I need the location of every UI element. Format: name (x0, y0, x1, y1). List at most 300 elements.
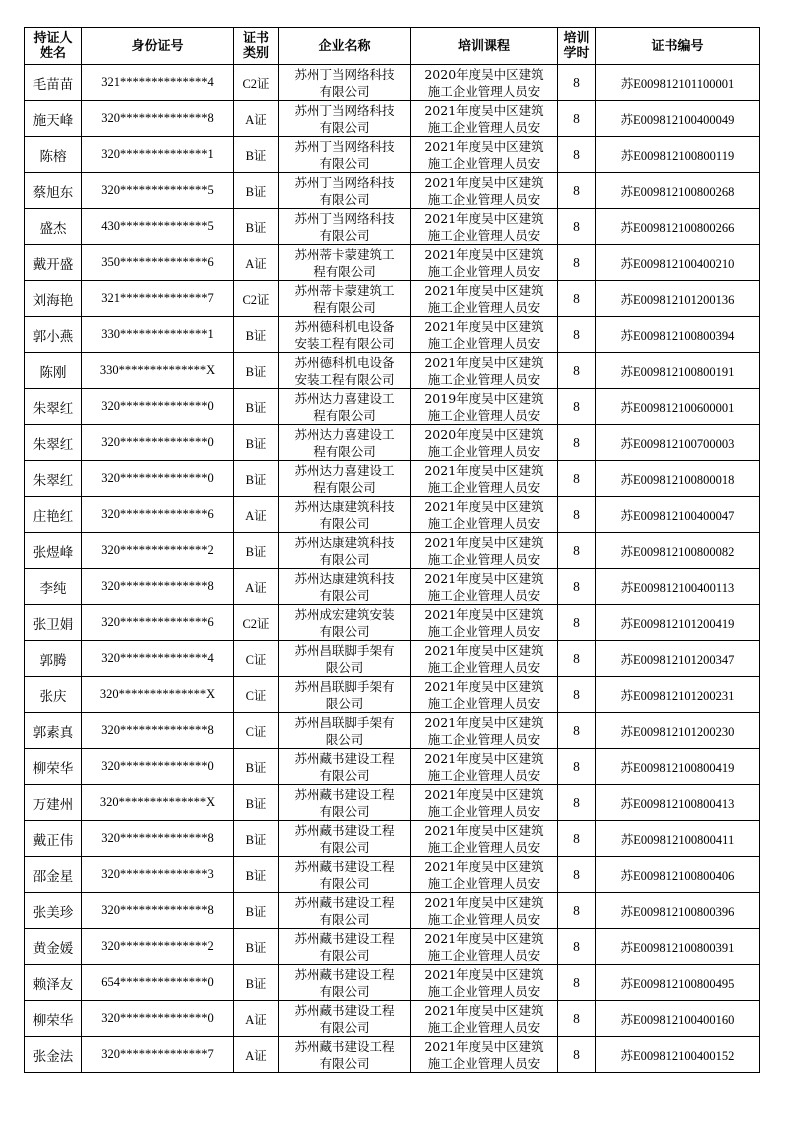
id-number: 320**************0 (82, 389, 234, 425)
training-course-line2: 施工企业管理人员安 (427, 335, 541, 351)
company-name (279, 965, 411, 1001)
training-course-line2: 施工企业管理人员安 (427, 407, 541, 423)
company-name (279, 101, 411, 137)
cert-number: 苏E009812100400049 (596, 101, 760, 137)
header-company: 企业名称 (279, 28, 411, 65)
training-course-line2: 施工企业管理人员安 (427, 227, 541, 243)
holder-name: 万建州 (25, 785, 82, 821)
training-hours: 8 (558, 353, 596, 389)
company-name-line2: 安装工程有限公司 (294, 371, 395, 387)
holder-name: 张卫娟 (25, 605, 82, 641)
header-hours-line2: 学时 (563, 46, 590, 61)
company-name-line2: 有限公司 (319, 983, 370, 999)
company-name (279, 173, 411, 209)
cert-number: 苏E009812100800391 (596, 929, 760, 965)
training-course-line2: 施工企业管理人员安 (427, 443, 541, 459)
cert-number: 苏E009812100800413 (596, 785, 760, 821)
training-hours: 8 (558, 209, 596, 245)
company-name-line1: 苏州丁当网络科技 (294, 66, 395, 82)
training-course-line1: 2021年度吴中区建筑 (424, 678, 544, 694)
cert-number: 苏E009812100800406 (596, 857, 760, 893)
training-course-line1: 2021年度吴中区建筑 (424, 858, 544, 874)
company-name (279, 281, 411, 317)
training-hours: 8 (558, 281, 596, 317)
company-name-line2: 程有限公司 (313, 443, 376, 459)
table-row (25, 353, 760, 389)
cert-class: A证 (234, 1037, 279, 1073)
training-course-line2: 施工企业管理人员安 (427, 695, 541, 711)
training-course-line1: 2021年度吴中区建筑 (424, 822, 544, 838)
company-name (279, 569, 411, 605)
cert-class: B证 (234, 461, 279, 497)
training-course-line1: 2020年度吴中区建筑 (424, 66, 544, 82)
training-course (411, 1037, 558, 1073)
training-course-line1: 2021年度吴中区建筑 (424, 354, 544, 370)
company-name-line1: 苏州藏书建设工程 (294, 750, 395, 766)
training-course (411, 785, 558, 821)
training-course (411, 137, 558, 173)
training-course-line2: 施工企业管理人员安 (427, 875, 541, 891)
training-course-line1: 2021年度吴中区建筑 (424, 966, 544, 982)
training-course-line2: 施工企业管理人员安 (427, 1019, 541, 1035)
holder-name: 戴正伟 (25, 821, 82, 857)
table-row (25, 317, 760, 353)
training-hours: 8 (558, 677, 596, 713)
table-row (25, 605, 760, 641)
training-course-line1: 2021年度吴中区建筑 (424, 930, 544, 946)
training-hours: 8 (558, 641, 596, 677)
id-number: 320**************1 (82, 137, 234, 173)
training-course (411, 677, 558, 713)
training-course-line1: 2021年度吴中区建筑 (424, 750, 544, 766)
header-holder-name (25, 28, 82, 65)
company-name-line2: 限公司 (325, 659, 364, 675)
table-row (25, 209, 760, 245)
table-row (25, 713, 760, 749)
holder-name: 张金法 (25, 1037, 82, 1073)
cert-class: A证 (234, 569, 279, 605)
table-row (25, 569, 760, 605)
company-name-line1: 苏州藏书建设工程 (294, 966, 395, 982)
training-course (411, 425, 558, 461)
company-name-line2: 有限公司 (319, 515, 370, 531)
company-name-line2: 程有限公司 (313, 407, 376, 423)
company-name (279, 641, 411, 677)
cert-class: B证 (234, 137, 279, 173)
id-number: 320**************8 (82, 713, 234, 749)
holder-name: 郭小燕 (25, 317, 82, 353)
table-row (25, 497, 760, 533)
training-hours: 8 (558, 713, 596, 749)
cert-number: 苏E009812100800411 (596, 821, 760, 857)
id-number: 654**************0 (82, 965, 234, 1001)
training-course (411, 713, 558, 749)
company-name-line1: 苏州达康建筑科技 (294, 498, 395, 514)
table-row (25, 389, 760, 425)
company-name-line2: 程有限公司 (313, 479, 376, 495)
cert-number: 苏E009812100800266 (596, 209, 760, 245)
training-course-line2: 施工企业管理人员安 (427, 839, 541, 855)
id-number: 320**************7 (82, 1037, 234, 1073)
training-course-line1: 2021年度吴中区建筑 (424, 642, 544, 658)
holder-name: 赖泽友 (25, 965, 82, 1001)
company-name-line2: 限公司 (325, 695, 364, 711)
training-course (411, 209, 558, 245)
training-course (411, 245, 558, 281)
company-name-line2: 有限公司 (319, 803, 370, 819)
training-course (411, 929, 558, 965)
training-course (411, 641, 558, 677)
cert-class: A证 (234, 245, 279, 281)
training-hours: 8 (558, 173, 596, 209)
training-course (411, 65, 558, 101)
header-holder-name-line2: 姓名 (39, 46, 66, 61)
company-name-line1: 苏州蒂卡蒙建筑工 (294, 246, 395, 262)
cert-class: B证 (234, 353, 279, 389)
training-hours: 8 (558, 965, 596, 1001)
training-course-line2: 施工企业管理人员安 (427, 623, 541, 639)
company-name (279, 425, 411, 461)
company-name (279, 461, 411, 497)
company-name-line2: 限公司 (325, 731, 364, 747)
cert-number: 苏E009812100400113 (596, 569, 760, 605)
training-course-line1: 2019年度吴中区建筑 (424, 390, 544, 406)
holder-name: 黄金媛 (25, 929, 82, 965)
cert-class: B证 (234, 209, 279, 245)
company-name-line2: 有限公司 (319, 83, 370, 99)
company-name-line2: 安装工程有限公司 (294, 335, 395, 351)
id-number: 320**************0 (82, 749, 234, 785)
company-name-line2: 有限公司 (319, 155, 370, 171)
company-name (279, 821, 411, 857)
holder-name: 庄艳红 (25, 497, 82, 533)
holder-name: 张美珍 (25, 893, 82, 929)
training-course (411, 353, 558, 389)
company-name (279, 65, 411, 101)
training-course (411, 389, 558, 425)
id-number: 320**************6 (82, 605, 234, 641)
training-hours: 8 (558, 749, 596, 785)
table-header-row (25, 28, 760, 65)
holder-name: 朱翠红 (25, 461, 82, 497)
company-name (279, 857, 411, 893)
company-name-line1: 苏州丁当网络科技 (294, 210, 395, 226)
cert-class: C证 (234, 641, 279, 677)
company-name-line2: 程有限公司 (313, 263, 376, 279)
table-row (25, 965, 760, 1001)
id-number: 321**************7 (82, 281, 234, 317)
training-hours: 8 (558, 569, 596, 605)
training-course-line2: 施工企业管理人员安 (427, 983, 541, 999)
training-course (411, 281, 558, 317)
company-name (279, 1037, 411, 1073)
id-number: 320**************3 (82, 857, 234, 893)
cert-number: 苏E009812101200230 (596, 713, 760, 749)
document-page (24, 27, 759, 1073)
training-course-line1: 2021年度吴中区建筑 (424, 282, 544, 298)
training-hours: 8 (558, 929, 596, 965)
company-name (279, 389, 411, 425)
holder-name: 柳荣华 (25, 749, 82, 785)
cert-class: B证 (234, 893, 279, 929)
company-name (279, 137, 411, 173)
training-course (411, 173, 558, 209)
training-hours: 8 (558, 1001, 596, 1037)
cert-class: B证 (234, 785, 279, 821)
training-course-line1: 2021年度吴中区建筑 (424, 714, 544, 730)
training-course-line1: 2021年度吴中区建筑 (424, 174, 544, 190)
company-name-line2: 程有限公司 (313, 299, 376, 315)
company-name-line1: 苏州藏书建设工程 (294, 1002, 395, 1018)
holder-name: 刘海艳 (25, 281, 82, 317)
training-course-line1: 2021年度吴中区建筑 (424, 534, 544, 550)
training-hours: 8 (558, 605, 596, 641)
training-hours: 8 (558, 821, 596, 857)
company-name-line1: 苏州昌联脚手架有 (294, 642, 395, 658)
training-hours: 8 (558, 497, 596, 533)
cert-class: B证 (234, 821, 279, 857)
header-cert-class-line1: 证书 (242, 31, 269, 46)
table-body (25, 65, 760, 1073)
table-row (25, 173, 760, 209)
holder-name: 郭素真 (25, 713, 82, 749)
id-number: 320**************X (82, 785, 234, 821)
company-name-line1: 苏州藏书建设工程 (294, 894, 395, 910)
training-course-line2: 施工企业管理人员安 (427, 731, 541, 747)
company-name (279, 605, 411, 641)
training-course-line2: 施工企业管理人员安 (427, 659, 541, 675)
holder-name: 施天峰 (25, 101, 82, 137)
table-row (25, 1001, 760, 1037)
cert-class: B证 (234, 425, 279, 461)
id-number: 320**************8 (82, 101, 234, 137)
training-course-line2: 施工企业管理人员安 (427, 1055, 541, 1071)
cert-number: 苏E009812100800018 (596, 461, 760, 497)
id-number: 320**************8 (82, 893, 234, 929)
training-course-line1: 2021年度吴中区建筑 (424, 138, 544, 154)
training-course (411, 605, 558, 641)
training-course-line1: 2021年度吴中区建筑 (424, 210, 544, 226)
company-name-line1: 苏州藏书建设工程 (294, 1038, 395, 1054)
cert-number: 苏E009812100400160 (596, 1001, 760, 1037)
training-course (411, 1001, 558, 1037)
company-name-line1: 苏州藏书建设工程 (294, 786, 395, 802)
id-number: 320**************0 (82, 425, 234, 461)
training-course-line1: 2021年度吴中区建筑 (424, 462, 544, 478)
training-course-line2: 施工企业管理人员安 (427, 191, 541, 207)
id-number: 320**************8 (82, 569, 234, 605)
cert-number: 苏E009812100800191 (596, 353, 760, 389)
id-number: 320**************0 (82, 461, 234, 497)
cert-number: 苏E009812100400152 (596, 1037, 760, 1073)
company-name (279, 785, 411, 821)
training-course-line2: 施工企业管理人员安 (427, 947, 541, 963)
table-row (25, 785, 760, 821)
table-row (25, 857, 760, 893)
company-name (279, 497, 411, 533)
company-name (279, 749, 411, 785)
id-number: 320**************8 (82, 821, 234, 857)
header-cert-number: 证书编号 (596, 28, 760, 65)
certificate-table (24, 27, 760, 1073)
table-row (25, 461, 760, 497)
table-row (25, 281, 760, 317)
company-name-line2: 有限公司 (319, 191, 370, 207)
cert-class: B证 (234, 857, 279, 893)
training-course-line2: 施工企业管理人员安 (427, 299, 541, 315)
table-row (25, 137, 760, 173)
training-hours: 8 (558, 245, 596, 281)
company-name-line1: 苏州藏书建设工程 (294, 858, 395, 874)
training-hours: 8 (558, 425, 596, 461)
holder-name: 蔡旭东 (25, 173, 82, 209)
company-name (279, 245, 411, 281)
training-course-line2: 施工企业管理人员安 (427, 119, 541, 135)
cert-class: B证 (234, 749, 279, 785)
company-name-line1: 苏州丁当网络科技 (294, 138, 395, 154)
header-cert-class (234, 28, 279, 65)
cert-class: C2证 (234, 605, 279, 641)
company-name-line2: 有限公司 (319, 587, 370, 603)
table-row (25, 641, 760, 677)
holder-name: 陈刚 (25, 353, 82, 389)
holder-name: 朱翠红 (25, 425, 82, 461)
company-name-line1: 苏州达力喜建设工 (294, 426, 395, 442)
header-cert-class-line2: 类别 (242, 46, 269, 61)
training-course (411, 461, 558, 497)
training-course (411, 857, 558, 893)
holder-name: 郭腾 (25, 641, 82, 677)
company-name-line1: 苏州成宏建筑安装 (294, 606, 395, 622)
table-row (25, 893, 760, 929)
company-name-line1: 苏州丁当网络科技 (294, 102, 395, 118)
company-name (279, 713, 411, 749)
id-number: 350**************6 (82, 245, 234, 281)
id-number: 320**************0 (82, 1001, 234, 1037)
company-name (279, 533, 411, 569)
id-number: 330**************X (82, 353, 234, 389)
holder-name: 毛苗苗 (25, 65, 82, 101)
header-course: 培训课程 (411, 28, 558, 65)
company-name-line1: 苏州蒂卡蒙建筑工 (294, 282, 395, 298)
company-name-line1: 苏州藏书建设工程 (294, 930, 395, 946)
cert-number: 苏E009812101200231 (596, 677, 760, 713)
id-number: 320**************4 (82, 641, 234, 677)
table-row (25, 677, 760, 713)
training-hours: 8 (558, 317, 596, 353)
company-name (279, 1001, 411, 1037)
id-number: 320**************5 (82, 173, 234, 209)
holder-name: 柳荣华 (25, 1001, 82, 1037)
table-row (25, 749, 760, 785)
company-name (279, 677, 411, 713)
holder-name: 盛杰 (25, 209, 82, 245)
cert-class: B证 (234, 317, 279, 353)
training-course (411, 893, 558, 929)
training-hours: 8 (558, 785, 596, 821)
company-name (279, 929, 411, 965)
training-course-line2: 施工企业管理人员安 (427, 371, 541, 387)
company-name-line2: 有限公司 (319, 623, 370, 639)
cert-class: C2证 (234, 281, 279, 317)
cert-number: 苏E009812101200419 (596, 605, 760, 641)
cert-number: 苏E009812100600001 (596, 389, 760, 425)
company-name-line1: 苏州达康建筑科技 (294, 534, 395, 550)
cert-class: A证 (234, 1001, 279, 1037)
company-name-line1: 苏州德科机电设备 (294, 318, 395, 334)
holder-name: 李纯 (25, 569, 82, 605)
company-name-line1: 苏州昌联脚手架有 (294, 714, 395, 730)
header-hours-line1: 培训 (563, 31, 590, 46)
training-course-line1: 2021年度吴中区建筑 (424, 570, 544, 586)
training-hours: 8 (558, 857, 596, 893)
table-row (25, 101, 760, 137)
training-hours: 8 (558, 65, 596, 101)
header-id-number: 身份证号 (82, 28, 234, 65)
training-course-line1: 2021年度吴中区建筑 (424, 606, 544, 622)
id-number: 320**************2 (82, 929, 234, 965)
training-course-line2: 施工企业管理人员安 (427, 587, 541, 603)
holder-name: 朱翠红 (25, 389, 82, 425)
holder-name: 戴开盛 (25, 245, 82, 281)
company-name (279, 317, 411, 353)
training-course-line1: 2021年度吴中区建筑 (424, 786, 544, 802)
id-number: 320**************2 (82, 533, 234, 569)
cert-number: 苏E009812100800419 (596, 749, 760, 785)
training-course-line1: 2021年度吴中区建筑 (424, 318, 544, 334)
training-hours: 8 (558, 1037, 596, 1073)
cert-number: 苏E009812100800394 (596, 317, 760, 353)
training-course-line2: 施工企业管理人员安 (427, 155, 541, 171)
company-name-line1: 苏州达力喜建设工 (294, 462, 395, 478)
cert-class: B证 (234, 389, 279, 425)
company-name-line1: 苏州达康建筑科技 (294, 570, 395, 586)
training-hours: 8 (558, 389, 596, 425)
training-course-line1: 2021年度吴中区建筑 (424, 246, 544, 262)
company-name-line2: 有限公司 (319, 947, 370, 963)
company-name-line2: 有限公司 (319, 1019, 370, 1035)
cert-class: C2证 (234, 65, 279, 101)
cert-class: A证 (234, 497, 279, 533)
table-row (25, 65, 760, 101)
company-name (279, 893, 411, 929)
training-hours: 8 (558, 101, 596, 137)
cert-class: A证 (234, 101, 279, 137)
training-course-line2: 施工企业管理人员安 (427, 515, 541, 531)
training-course (411, 101, 558, 137)
training-course-line2: 施工企业管理人员安 (427, 803, 541, 819)
company-name-line2: 有限公司 (319, 839, 370, 855)
holder-name: 陈榕 (25, 137, 82, 173)
id-number: 320**************X (82, 677, 234, 713)
cert-class: B证 (234, 173, 279, 209)
training-course-line2: 施工企业管理人员安 (427, 263, 541, 279)
holder-name: 张煜峰 (25, 533, 82, 569)
id-number: 330**************1 (82, 317, 234, 353)
training-course-line2: 施工企业管理人员安 (427, 479, 541, 495)
cert-number: 苏E009812100800119 (596, 137, 760, 173)
cert-class: B证 (234, 533, 279, 569)
training-hours: 8 (558, 533, 596, 569)
company-name-line2: 有限公司 (319, 551, 370, 567)
training-hours: 8 (558, 461, 596, 497)
training-course-line1: 2021年度吴中区建筑 (424, 498, 544, 514)
cert-class: B证 (234, 965, 279, 1001)
training-course-line1: 2020年度吴中区建筑 (424, 426, 544, 442)
training-course (411, 749, 558, 785)
company-name-line2: 有限公司 (319, 227, 370, 243)
table-row (25, 425, 760, 461)
